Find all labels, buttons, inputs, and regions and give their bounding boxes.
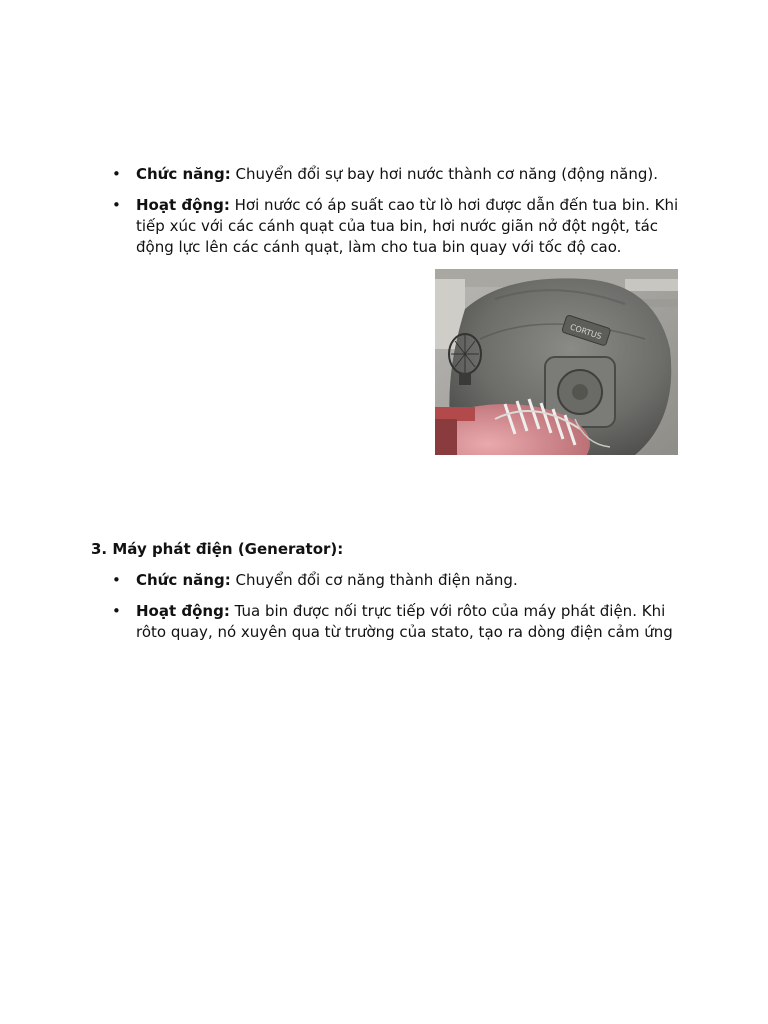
operation-text: Tua bin được nối trực tiếp với rôto của máy phát điện. Khi rôto quay, nó xuyên qua từ trường của stato, tạo ra dòng điện cảm ứng: [136, 602, 673, 641]
operation-label: Hoạt động:: [136, 602, 230, 620]
operation-text: Hơi nước có áp suất cao từ lò hơi được dẫn đến tua bin. Khi tiếp xúc với các cánh quạt của tua bin, hơi nước giãn nở đột ngột, tác động lực lên các cánh quạt, làm cho tua bin quay với tốc độ cao.: [136, 196, 679, 256]
bullet-marker: •: [112, 165, 121, 183]
generator-function-item: [112, 570, 681, 591]
bullet-marker: •: [112, 196, 121, 214]
generator-operation-item: [112, 601, 681, 643]
function-text: Chuyển đổi sự bay hơi nước thành cơ năng (động năng).: [230, 165, 658, 183]
turbine-function-item: [112, 164, 681, 185]
function-label: Chức năng:: [136, 165, 231, 183]
bullet-marker: •: [112, 571, 121, 589]
turbine-operation-item: [112, 195, 681, 258]
plate-text: CORTUS: [568, 322, 603, 342]
turbine-photo: [435, 269, 678, 455]
bullet-marker: •: [112, 602, 121, 620]
function-label: Chức năng:: [136, 571, 231, 589]
function-text: Chuyển đổi cơ năng thành điện năng.: [230, 571, 518, 589]
generator-heading: 3. Máy phát điện (Generator):: [91, 540, 344, 558]
operation-label: Hoạt động:: [136, 196, 230, 214]
turbine-illustration: [435, 269, 678, 455]
